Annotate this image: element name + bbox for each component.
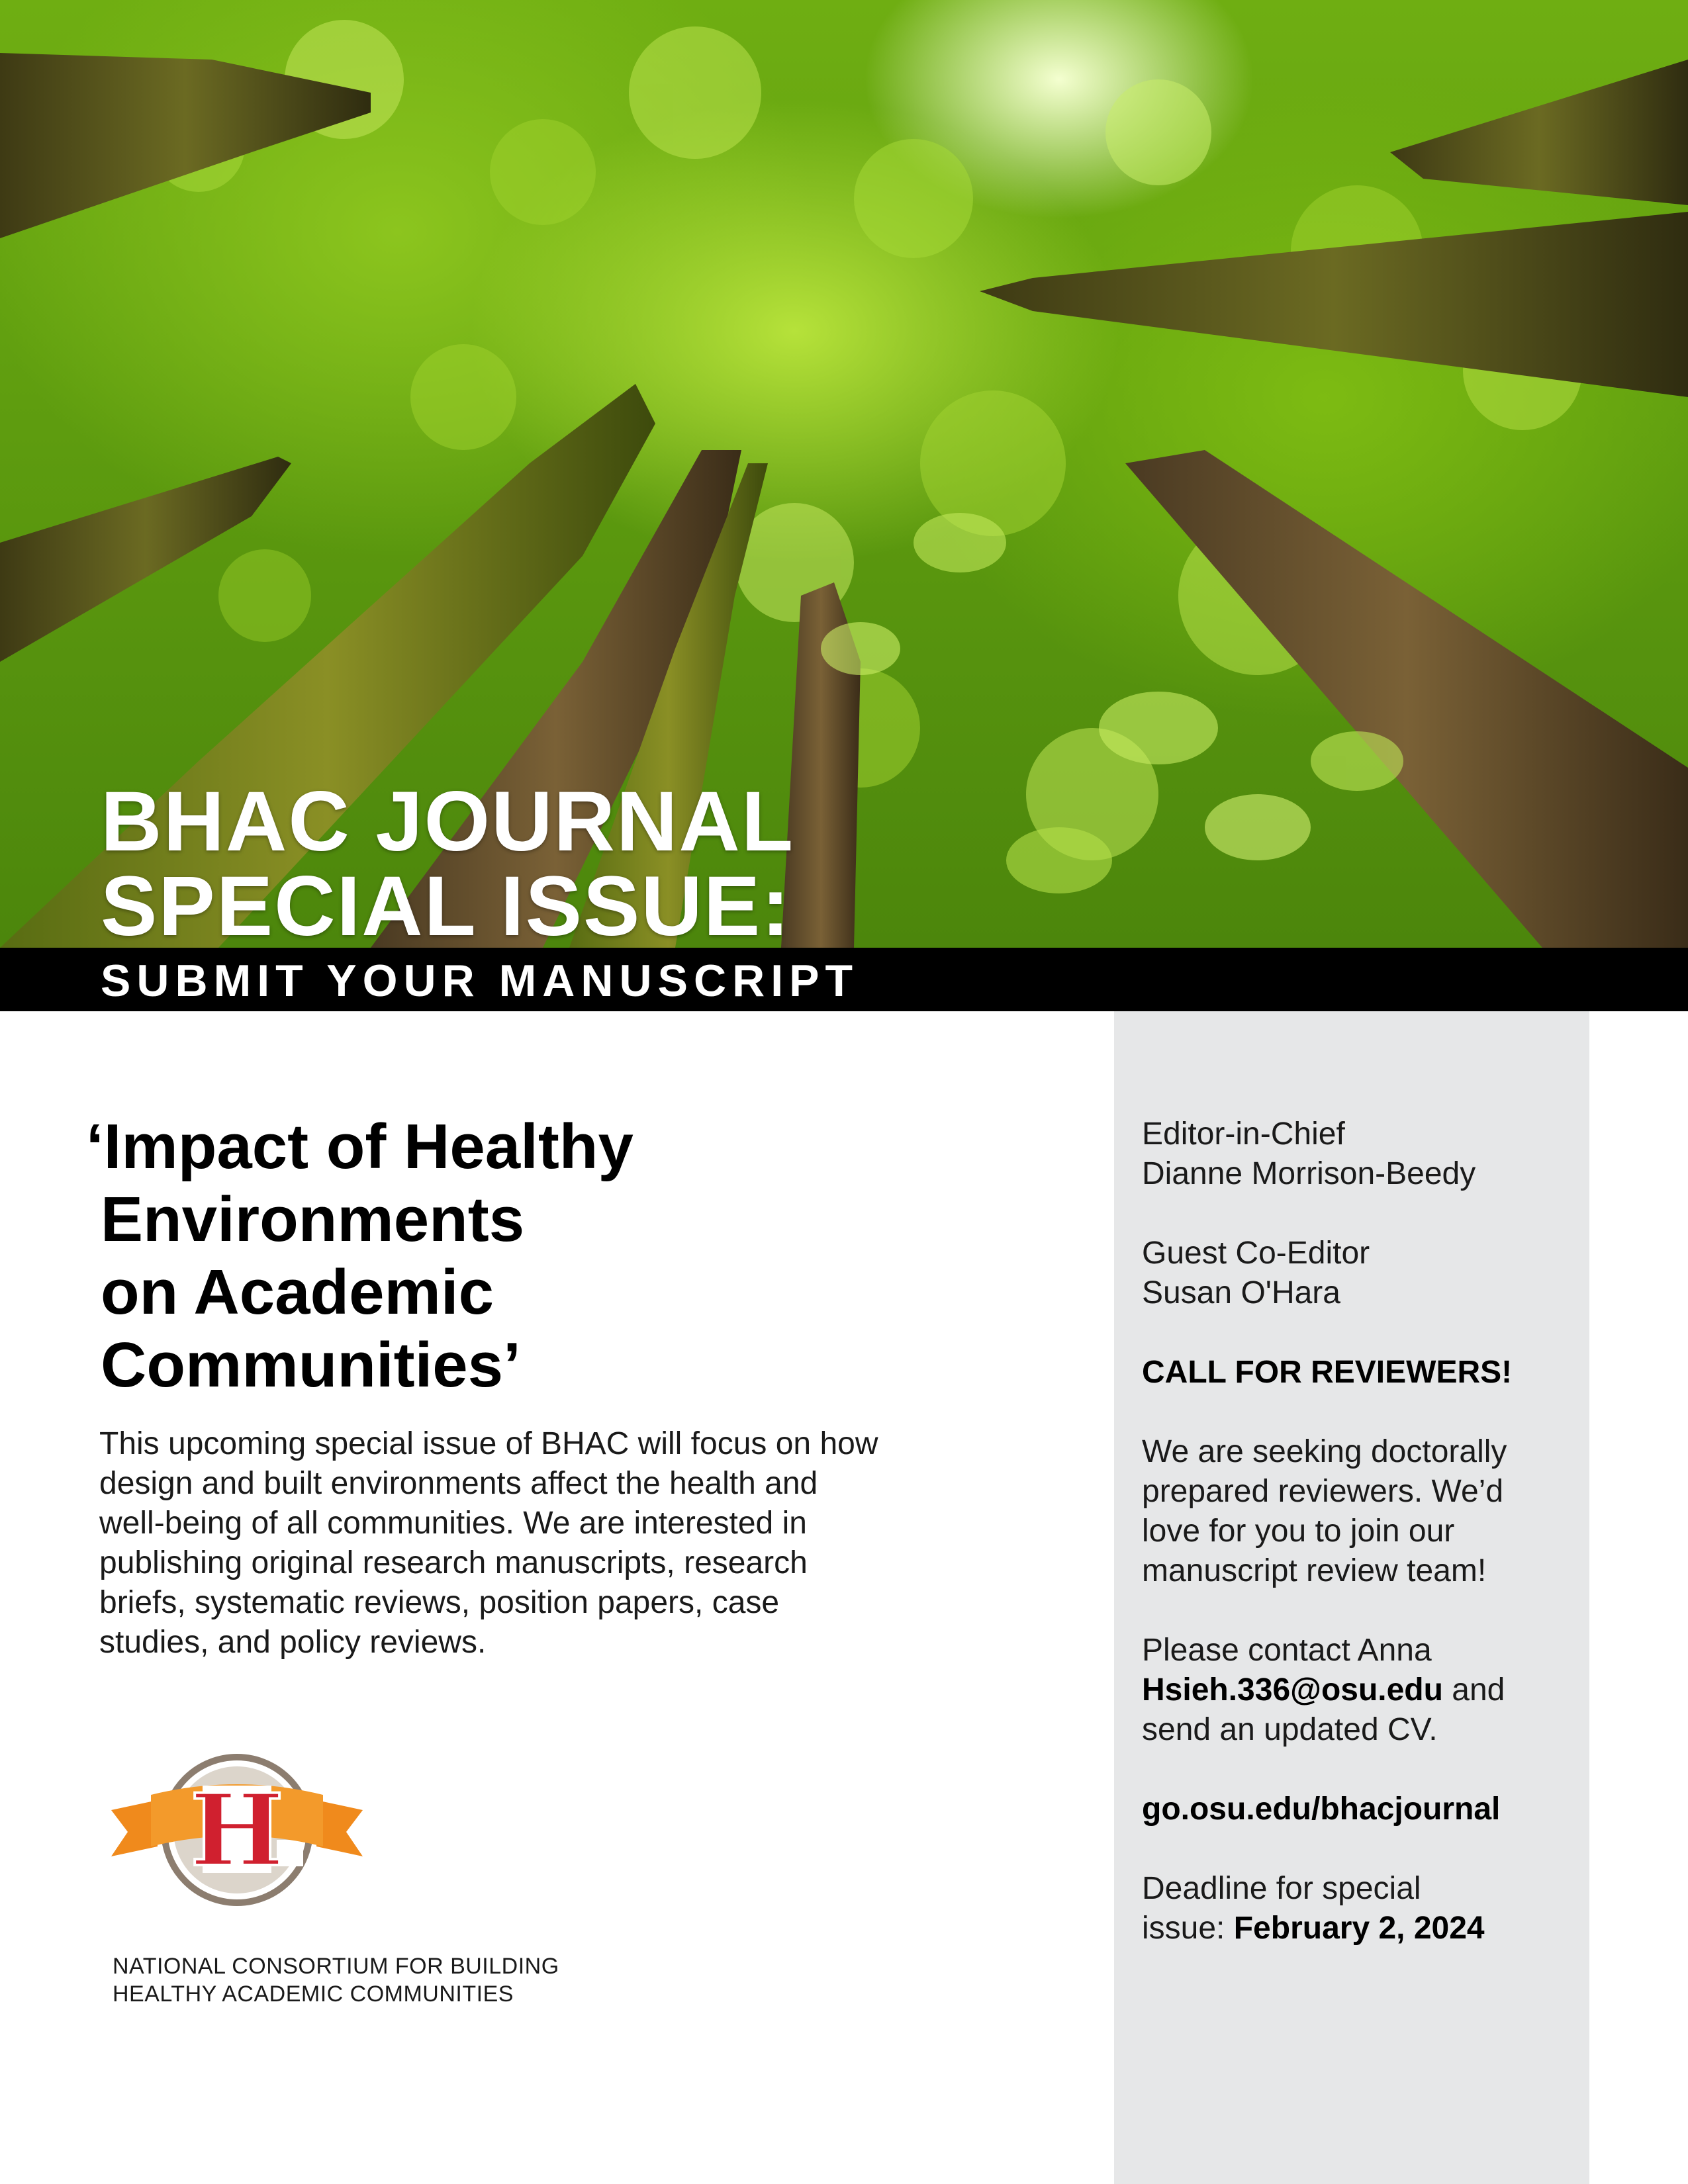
- hero-title-line1: BHAC JOURNAL: [101, 774, 794, 869]
- deadline-block: [1142, 1869, 1579, 1948]
- headline-line2: Environments: [101, 1184, 525, 1255]
- sidebar-panel: [1114, 1011, 1589, 2184]
- contact-and: and: [1442, 1672, 1505, 1707]
- headline-line3: on Academic: [101, 1257, 494, 1328]
- seeking-line3: love for you to join our: [1142, 1514, 1455, 1549]
- contact-block: [1142, 1631, 1579, 1750]
- contact-email-link[interactable]: Hsieh.336@osu.edu: [1142, 1672, 1443, 1707]
- seeking-line1: We are seeking doctorally: [1142, 1434, 1507, 1469]
- ribbon-left: [111, 1800, 158, 1856]
- deadline-date: February 2, 2024: [1233, 1911, 1485, 1946]
- issue-description: This upcoming special issue of BHAC will focus on how design and built environments affect the health and well-being of all communities. We are interested in publishing original research manuscripts, research briefs, systematic reviews, position papers, case studies, and policy reviews.: [99, 1426, 878, 1660]
- hero-image: [0, 0, 1688, 948]
- contact-line3: send an updated CV.: [1142, 1712, 1438, 1747]
- coeditor-name: Susan O'Hara: [1142, 1275, 1340, 1310]
- deadline-line2: [1142, 1909, 1579, 1948]
- editor-block: [1142, 1115, 1579, 1194]
- organization-name: [113, 1952, 559, 2008]
- hero-title-line2: SPECIAL ISSUE:: [101, 859, 791, 948]
- org-name-line2: HEALTHY ACADEMIC COMMUNITIES: [113, 1981, 514, 2007]
- headline-line4: Communities’: [101, 1330, 521, 1400]
- coeditor-block: [1142, 1234, 1579, 1313]
- website-link[interactable]: go.osu.edu/bhacjournal: [1142, 1792, 1501, 1827]
- contact-line1: Please contact Anna: [1142, 1633, 1432, 1668]
- banner-text: SUBMIT YOUR MANUSCRIPT: [101, 956, 859, 1006]
- editor-role: Editor-in-Chief: [1142, 1116, 1345, 1152]
- seeking-line2: prepared reviewers. We’d: [1142, 1474, 1504, 1509]
- deadline-prefix: issue:: [1142, 1911, 1234, 1946]
- consortium-logo: [111, 1747, 363, 1913]
- coeditor-role: Guest Co-Editor: [1142, 1236, 1370, 1271]
- editor-name: Dianne Morrison-Beedy: [1142, 1156, 1476, 1191]
- ribbon-right: [316, 1800, 363, 1856]
- special-issue-headline: [86, 1111, 633, 1402]
- deadline-line1: Deadline for special: [1142, 1871, 1421, 1906]
- call-for-reviewers-heading: CALL FOR REVIEWERS!: [1142, 1355, 1513, 1390]
- submit-banner: [0, 948, 1688, 1011]
- org-name-line1: NATIONAL CONSORTIUM FOR BUILDING: [113, 1954, 559, 1979]
- hero-title: [101, 774, 794, 948]
- headline-line1: ‘Impact of Healthy: [86, 1111, 633, 1182]
- logo-h-letter: H: [190, 1772, 284, 1889]
- contact-line2: [1142, 1670, 1579, 1710]
- seeking-block: [1142, 1432, 1579, 1591]
- seeking-line4: manuscript review team!: [1142, 1553, 1487, 1588]
